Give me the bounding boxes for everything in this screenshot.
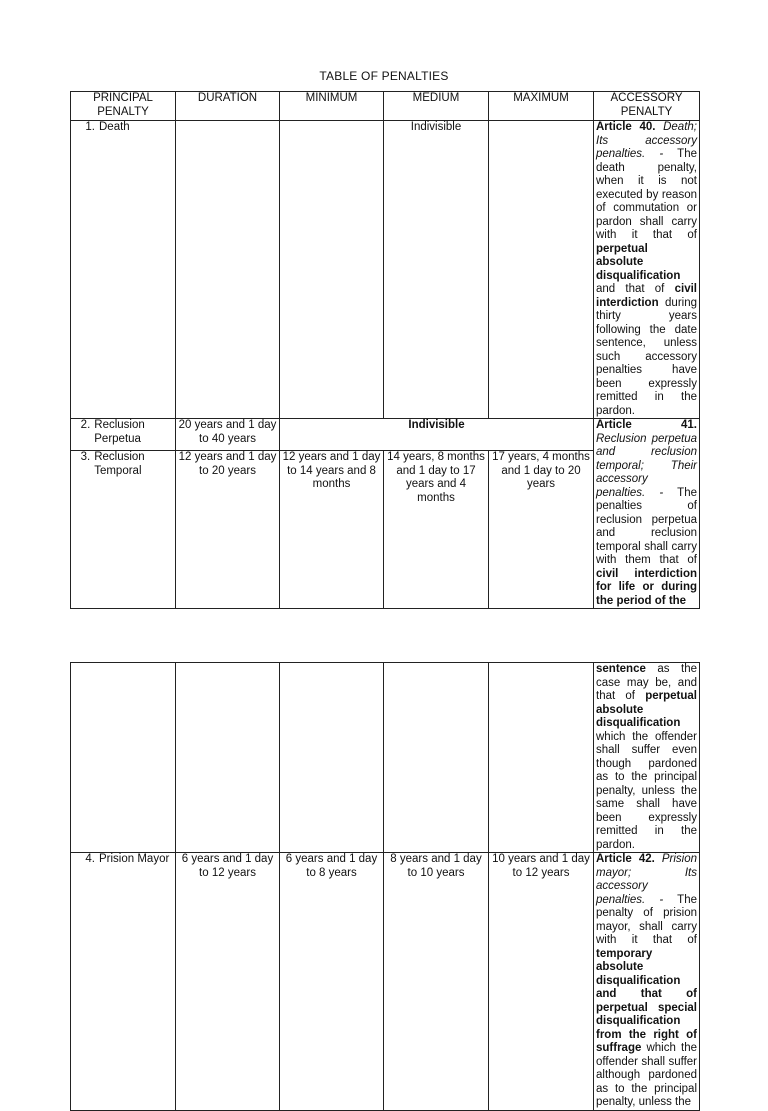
penalty-name: Prision Mayor: [99, 853, 170, 865]
header-accessory-penalty: ACCESSORY PENALTY: [594, 92, 700, 121]
cell-indivisible-span: Indivisible: [280, 419, 594, 451]
article-heading: Death; Its accessory penalties. -: [596, 121, 697, 160]
table-header-row: [71, 92, 700, 121]
table-row-reclusion-perpetua: [71, 419, 700, 451]
table-row-prision-mayor: [71, 853, 700, 1111]
page-title: TABLE OF PENALTIES: [319, 69, 449, 83]
cell-penalty-prision-mayor: [71, 853, 176, 1111]
row-number: 2.: [80, 419, 91, 431]
accessory-article-41: Article 41. Reclusion perpetua and reclusion temporal; Their accessory penalties. - The penalties of reclusion perpetua and reclusion temporal shall carry with them that of civil interdiction for life or during the period of the: [594, 419, 700, 609]
cell-medium-prision-mayor: 8 years and 1 day to 10 years: [384, 853, 489, 1111]
table-row-death: [71, 121, 700, 419]
cell-duration-prision-mayor: 6 years and 1 day to 12 years: [176, 853, 280, 1111]
cell-penalty-reclusion-temporal: [71, 451, 176, 609]
row-number: 4.: [85, 853, 95, 865]
cell-medium-death: Indivisible: [384, 121, 489, 419]
article-number: Article 40.: [596, 121, 656, 133]
cell-maximum-reclusion-temporal: 17 years, 4 months and 1 day to 20 years: [489, 451, 594, 609]
cell-minimum-reclusion-temporal: 12 years and 1 day to 14 years and 8 months: [280, 451, 384, 609]
accessory-article-42: Article 42. Prision mayor; Its accessory penalties. - The penalty of prision mayor, shall carry with it that of temporary absolute disqualification and that of perpetual special disqualification from the right of suffrage which the offender shall suffer although pardoned as to the principal penalty, unless the: [594, 853, 700, 1111]
penalties-table: [70, 91, 700, 609]
table-row-continuation: [71, 663, 700, 853]
penalty-name: Death: [99, 121, 130, 133]
penalty-name: Reclusion Perpetua: [94, 419, 145, 445]
cell-minimum-death: [280, 121, 384, 419]
cell-duration-reclusion-temporal: 12 years and 1 day to 20 years: [176, 451, 280, 609]
header-medium: MEDIUM: [384, 92, 489, 121]
accessory-article-41-continued: sentence as the case may be, and that of perpetual absolute disqualification which the offender shall suffer even though pardoned as to the principal penalty, unless the same shall have been expressly remitted in the pardon.: [594, 663, 700, 853]
accessory-article-40: Article 40. Death; Its accessory penalties. - The death penalty, when it is not executed by reason of commutation or pardon shall carry with it that of perpetual absolute disqualification and that of civil interdiction during thirty years following the date sentence, unless such accessory penalties have been expressly remitted in the pardon.: [594, 121, 700, 419]
penalty-name: Reclusion Temporal: [94, 451, 145, 477]
cell-minimum-prision-mayor: 6 years and 1 day to 8 years: [280, 853, 384, 1111]
cell-maximum-prision-mayor: 10 years and 1 day to 12 years: [489, 853, 594, 1111]
header-duration: DURATION: [176, 92, 280, 121]
header-minimum: MINIMUM: [280, 92, 384, 121]
row-number: 3.: [80, 451, 91, 464]
cell-penalty-reclusion-perpetua: [71, 419, 176, 451]
penalties-table-continued: [70, 662, 700, 1111]
row-number: 1.: [85, 121, 95, 133]
cell-maximum-death: [489, 121, 594, 419]
cell-duration-reclusion-perpetua: 20 years and 1 day to 40 years: [176, 419, 280, 451]
header-maximum: MAXIMUM: [489, 92, 594, 121]
cell-medium-reclusion-temporal: 14 years, 8 months and 1 day to 17 years and 4 months: [384, 451, 489, 609]
header-principal-penalty: PRINCIPAL PENALTY: [71, 92, 176, 121]
cell-penalty-death: [71, 121, 176, 419]
cell-duration-death: [176, 121, 280, 419]
